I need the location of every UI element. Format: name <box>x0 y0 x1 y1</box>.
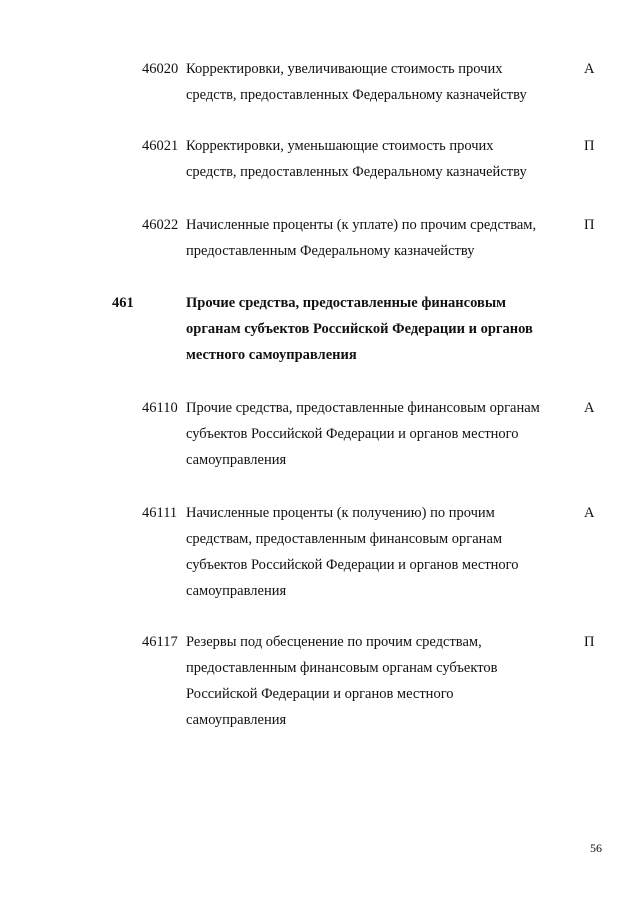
description-line: Резервы под обесценение по прочим средствам, <box>186 634 482 650</box>
account-type: А <box>584 61 595 77</box>
description-line: Начисленные проценты (к получению) по прочим <box>186 505 495 521</box>
description-line: Начисленные проценты (к уплате) по прочим средствам, <box>186 217 537 233</box>
group-title-line: органам субъектов Российской Федерации и органов <box>186 321 533 337</box>
description-line: Прочие средства, предоставленные финансовым органам <box>186 400 540 416</box>
account-code: 46117 <box>142 634 178 650</box>
account-code: 46111 <box>142 505 178 521</box>
group-title <box>186 290 586 368</box>
description-line: предоставленным Федеральному казначейству <box>186 243 475 259</box>
account-type: П <box>584 217 595 233</box>
account-type: П <box>584 634 595 650</box>
description-line: субъектов Российской Федерации и органов местного <box>186 426 519 442</box>
description-line: Российской Федерации и органов местного <box>186 686 454 702</box>
account-description <box>186 629 566 733</box>
description-line: самоуправления <box>186 452 287 468</box>
account-code: 46021 <box>142 138 179 154</box>
account-description <box>186 56 566 108</box>
description-line: средств, предоставленных Федеральному казначейству <box>186 164 527 180</box>
account-code: 46020 <box>142 61 179 77</box>
description-line: средствам, предоставленным финансовым органам <box>186 531 503 547</box>
account-code: 46110 <box>142 400 178 416</box>
account-description <box>186 395 566 473</box>
page-number: 56 <box>590 841 602 855</box>
description-line: самоуправления <box>186 583 287 599</box>
description-line: самоуправления <box>186 712 287 728</box>
account-type: А <box>584 505 595 521</box>
group-title-line: местного самоуправления <box>186 347 357 363</box>
group-title-line: Прочие средства, предоставленные финансовым <box>186 295 507 311</box>
description-line: Корректировки, увеличивающие стоимость прочих <box>186 61 503 77</box>
description-line: предоставленным финансовым органам субъектов <box>186 660 498 676</box>
account-description <box>186 500 566 604</box>
description-line: средств, предоставленных Федеральному казначейству <box>186 87 527 103</box>
account-description <box>186 212 566 264</box>
account-type: П <box>584 138 595 154</box>
account-type: А <box>584 400 595 416</box>
description-line: Корректировки, уменьшающие стоимость прочих <box>186 138 494 154</box>
account-description <box>186 133 566 185</box>
description-line: субъектов Российской Федерации и органов местного <box>186 557 519 573</box>
account-code: 46022 <box>142 217 179 233</box>
group-code: 461 <box>112 295 134 311</box>
